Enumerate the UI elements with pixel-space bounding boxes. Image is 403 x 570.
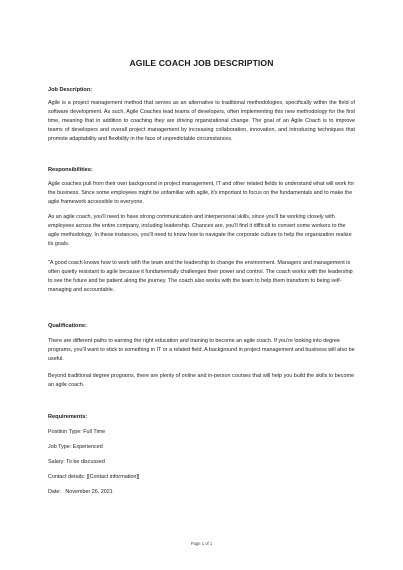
responsibilities-paragraph-1: Agile coaches pull from their own background in project management, IT and other related fields to understand what will work for the business. Since some employees might be unfamiliar with agile, it's important to focus on the fundamentals and to make the agile framework accessible to everyone.	[48, 181, 355, 205]
requirement-job-type: Job Type: Experienced	[48, 444, 103, 450]
qualifications-paragraph-1: There are different paths to earning the right education and training to become an agile coach. If you're looking into degree programs, you'll want to stick to something in IT or a related field. A background in project management and business will also be useful.	[48, 338, 355, 362]
requirement-contact-details: Contact details: [[Contact information]]	[48, 474, 140, 480]
page-footer: Page 1 of 1	[190, 541, 213, 546]
qualifications-heading: Qualifications:	[48, 323, 87, 329]
responsibilities-paragraph-3: "A good coach knows how to work with the team and the leadership to change the environment. Managers and management is often quietly resistant to agile because it fundamentally challenges their power and control. The coach works with the leadership to see the future and be patient along the journey. The coach also works with the team to help them transform to being self-managing and accountable.	[48, 260, 353, 293]
responsibilities-heading: Responsibilities:	[48, 167, 93, 173]
requirements-heading: Requirements:	[48, 414, 88, 420]
job-description-heading: Job Description:	[48, 87, 93, 93]
qualifications-paragraph-2: Beyond traditional degree programs, there are plenty of online and in-person courses that will help you build the skills to become an agile coach.	[48, 373, 354, 388]
document-title: AGILE COACH JOB DESCRIPTION	[129, 58, 274, 68]
responsibilities-paragraph-2: As an agile coach, you'll need to have strong communication and interpersonal skills, since you'll be working closely with employees across the entire company, including leadership. Chances are, you'll find it difficult to convert some workers to the agile methodology. In these instances, you'll need to know how to navigate the corporate culture to help the organization realize its goals.	[48, 214, 352, 247]
requirement-salary: Salary: To be discussed	[48, 459, 105, 465]
requirement-position-type: Position Type: Full Time	[48, 429, 106, 435]
job-description-paragraph: Agile is a project management method that serves as an alternative to traditional methodologies, specifically within the field of software development. As such, Agile Coaches lead teams of developers, often implementing this new methodology for the first time, meaning that in addition to coaching they are driving organizational change. The goal of an Agile Coach is to improve teams of developers and overall project management by increasing collaboration, innovation, and introducing techniques that promote adaptability and flexibility in the face of unpredictable circumstances.	[48, 100, 355, 142]
requirement-date: Date: November 26, 2021	[48, 489, 113, 495]
